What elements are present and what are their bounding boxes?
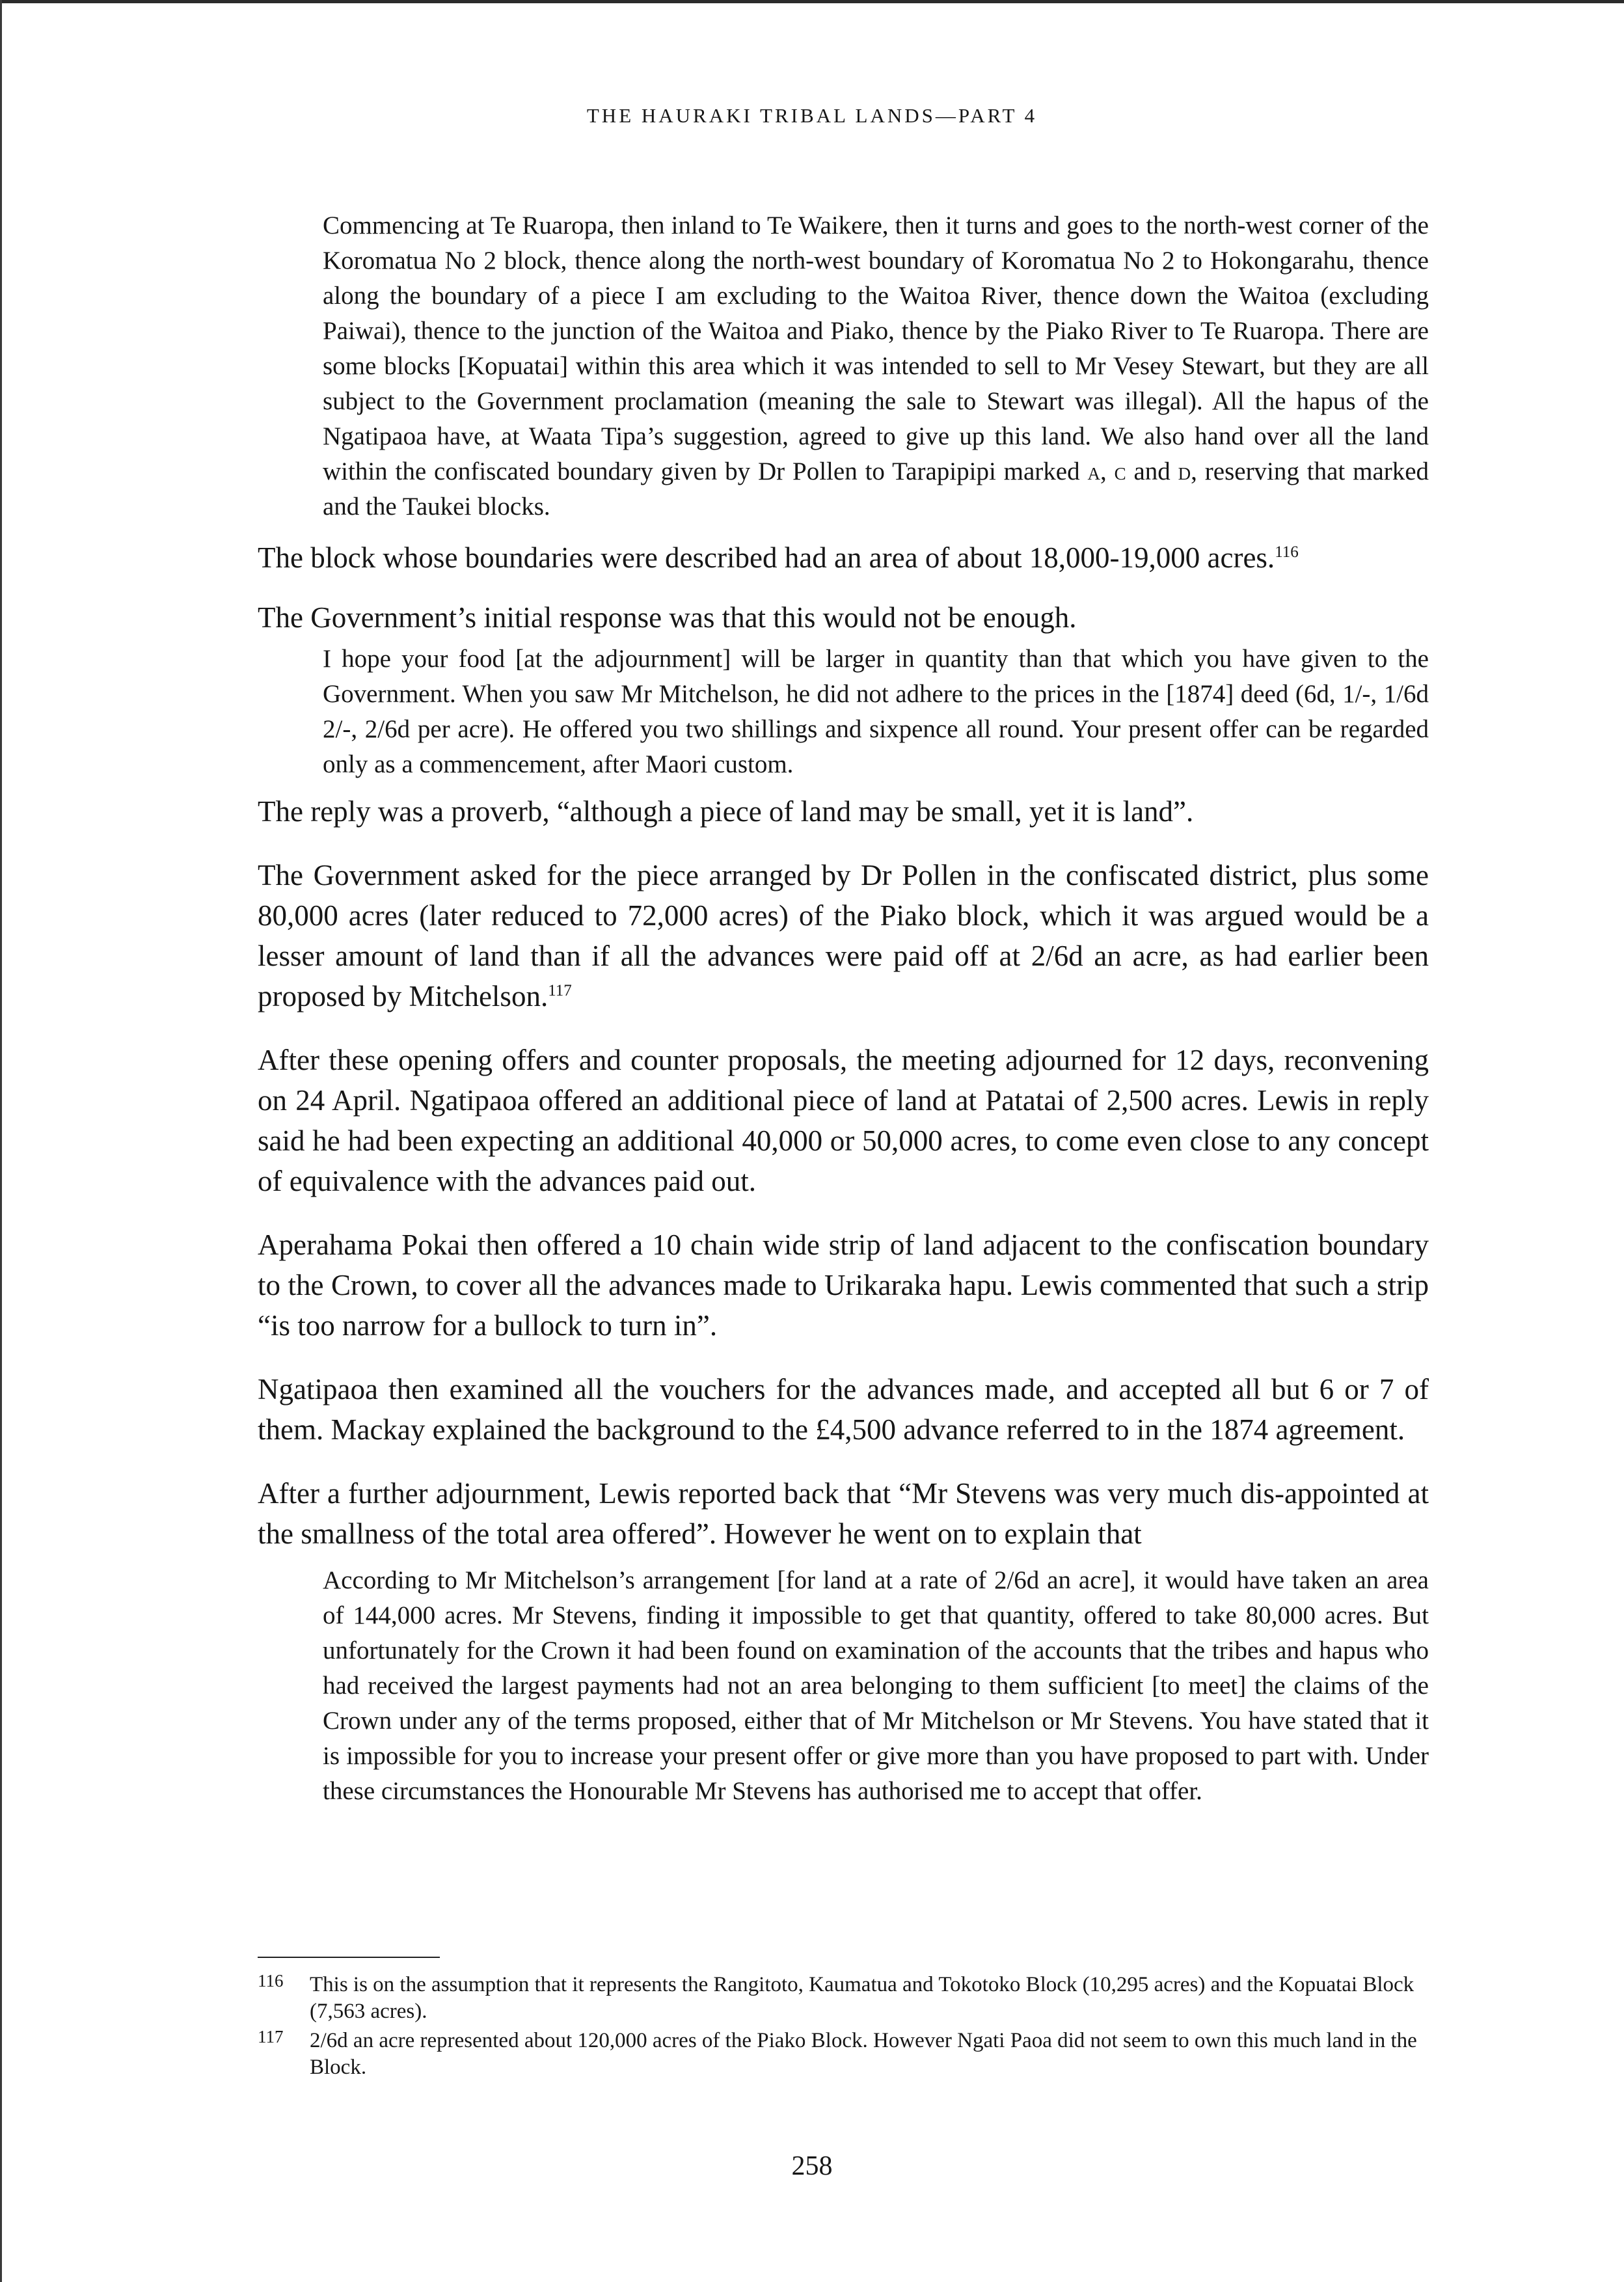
quote-text: According to Mr Mitchelson’s arrangement [for land at a rate of 2/6d an acre], it would have taken an area of 144,000 acres. Mr Stevens, finding it impossible to get that quantity, offered to take 80,000 acres. But unfortunately for the Crown it had been found on examination of the accounts that the tribes and hapus who had received the largest payments had not an area belonging to them sufficient [to meet] the claims of the Crown under any of the terms proposed, either that of Mr Mitchelson or Mr Stevens. You have stated that it is impossible for you to increase your present offer or give more than you have proposed to part with. Under these circumstances the Honourable Mr Stevens has authorised me to accept that offer. <box>323 1566 1429 1805</box>
running-head: THE HAURAKI TRIBAL LANDS—PART 4 <box>586 104 1038 127</box>
footnote-number: 117 <box>258 2027 284 2046</box>
paragraph-proverb <box>258 791 1429 832</box>
footnote-ref-117: 117 <box>548 982 572 999</box>
paragraph-text: The block whose boundaries were described had an area of about 18,000-19,000 acres. <box>258 541 1275 574</box>
footnote-number: 116 <box>258 1971 284 1990</box>
paragraph-text: After these opening offers and counter proposals, the meeting adjourned for 12 days, reconvening on 24 April. Ngatipaoa offered an additional piece of land at Patatai of 2,500 acres. Lewis in reply said he had been expecting an additional 40,000 or 50,000 acres, to come even close to any concept of equivalence with the advances paid out. <box>258 1044 1429 1197</box>
paragraph-adjournment <box>258 1040 1429 1201</box>
marker-d: d <box>1178 457 1191 485</box>
footnotes <box>258 1972 1429 2084</box>
paragraph-further-adjournment <box>258 1473 1429 1554</box>
quote-text-end: , reserving that marked and the Taukei blocks. <box>323 457 1429 521</box>
quote-text-and: and <box>1133 457 1171 485</box>
paragraph-text: The Government asked for the piece arranged by Dr Pollen in the confiscated district, plus some 80,000 acres (later reduced to 72,000 acres) of the Piako block, which it was argued would be a lesser amount of land than if all the advances were paid off at 2/6d an acre, as had earlier been proposed by Mitchelson. <box>258 859 1429 1012</box>
quote-text: I hope your food [at the adjournment] will be larger in quantity than that which you have given to the Government. When you saw Mr Mitchelson, he did not adhere to the prices in the [1874] deed (6d, 1/-, 1/6d 2/-, 2/6d per acre). He offered you two shillings and sixpence all round. Your present offer can be regarded only as a commencement, after Maori custom. <box>323 645 1429 778</box>
paragraph-strip-offer <box>258 1225 1429 1346</box>
scan-edge-top <box>0 0 1624 3</box>
footnote-116 <box>258 1972 1429 2025</box>
quote-text: Commencing at Te Ruaropa, then inland to Te Waikere, then it turns and goes to the north-west corner of the Koromatua No 2 block, thence along the north-west boundary of Koromatua No 2 to Hokongarahu, thence along the boundary of a piece I am excluding to the Waitoa River, thence down the Waitoa (excluding Paiwai), thence to the junction of the Waitoa and Piako, thence by the Piako River to Te Ruaropa. There are some blocks [Kopuatai] within this area which it was intended to sell to Mr Vesey Stewart, but they are all subject to the Government proclamation (meaning the sale to Stewart was illegal). All the hapus of the Ngatipaoa have, at Waata Tipa’s suggestion, agreed to give up this land. We also hand over all the land within the confiscated boundary given by Dr Pollen to Tarapipipi marked <box>323 211 1429 485</box>
page-number: 258 <box>791 2151 833 2181</box>
paragraph-government-response <box>258 597 1429 638</box>
paragraph-text: The reply was a proverb, “although a piece of land may be small, yet it is land”. <box>258 795 1194 828</box>
paragraph-text: The Government’s initial response was that this would not be enough. <box>258 601 1077 634</box>
scan-edge-left <box>0 0 2 2282</box>
page-body <box>258 208 1429 1809</box>
block-quote-boundary-description: Commencing at Te Ruaropa, then inland to Te Waikere, then it turns and goes to the north-west corner of the Koromatua No 2 block, thence along the north-west boundary of Koromatua No 2 to Hokongarahu, thence along the boundary of a piece I am excluding to the Waitoa River, thence down the Waitoa (excluding Paiwai), thence to the junction of the Waitoa and Piako, thence by the Piako River to Te Ruaropa. There are some blocks [Kopuatai] within this area which it was intended to sell to Mr Vesey Stewart, but they are all subject to the Government proclamation (meaning the sale to Stewart was illegal). All the hapus of the Ngatipaoa have, at Waata Tipa’s suggestion, agreed to give up this land. We also hand over all the land within the confiscated boundary given by Dr Pollen to Tarapipipi marked a, c and d, reserving that marked and the Taukei blocks. <box>323 211 1429 521</box>
paragraph-text: Aperahama Pokai then offered a 10 chain wide strip of land adjacent to the confiscation boundary to the Crown, to cover all the advances made to Urikaraka hapu. Lewis commented that such a strip “is too narrow for a bullock to turn in”. <box>258 1229 1429 1342</box>
paragraph-block-area <box>258 537 1429 578</box>
footnote-ref-116: 116 <box>1275 543 1299 561</box>
marker-c: c <box>1114 457 1126 485</box>
footnote-117 <box>258 2028 1429 2081</box>
footnote-rule <box>258 1957 440 1958</box>
footnote-text: 2/6d an acre represented about 120,000 acres of the Piako Block. However Ngati Paoa did not seem to own this much land in the Block. <box>310 2029 1417 2079</box>
paragraph-text: Ngatipaoa then examined all the vouchers for the advances made, and accepted all but 6 or 7 of them. Mackay explained the background to the £4,500 advance referred to in the 1874 agreement. <box>258 1373 1429 1446</box>
block-quote-government <box>323 642 1429 782</box>
block-quote-lewis <box>323 1563 1429 1809</box>
paragraph-government-request <box>258 855 1429 1016</box>
footnote-text: This is on the assumption that it represents the Rangitoto, Kaumatua and Tokotoko Block (10,295 acres) and the Kopuatai Block (7,563 acres). <box>310 1973 1414 2023</box>
paragraph-text: After a further adjournment, Lewis reported back that “Mr Stevens was very much dis-appointed at the smallness of the total area offered”. However he went on to explain that <box>258 1477 1429 1550</box>
paragraph-vouchers <box>258 1369 1429 1450</box>
marker-a: a <box>1087 457 1100 485</box>
